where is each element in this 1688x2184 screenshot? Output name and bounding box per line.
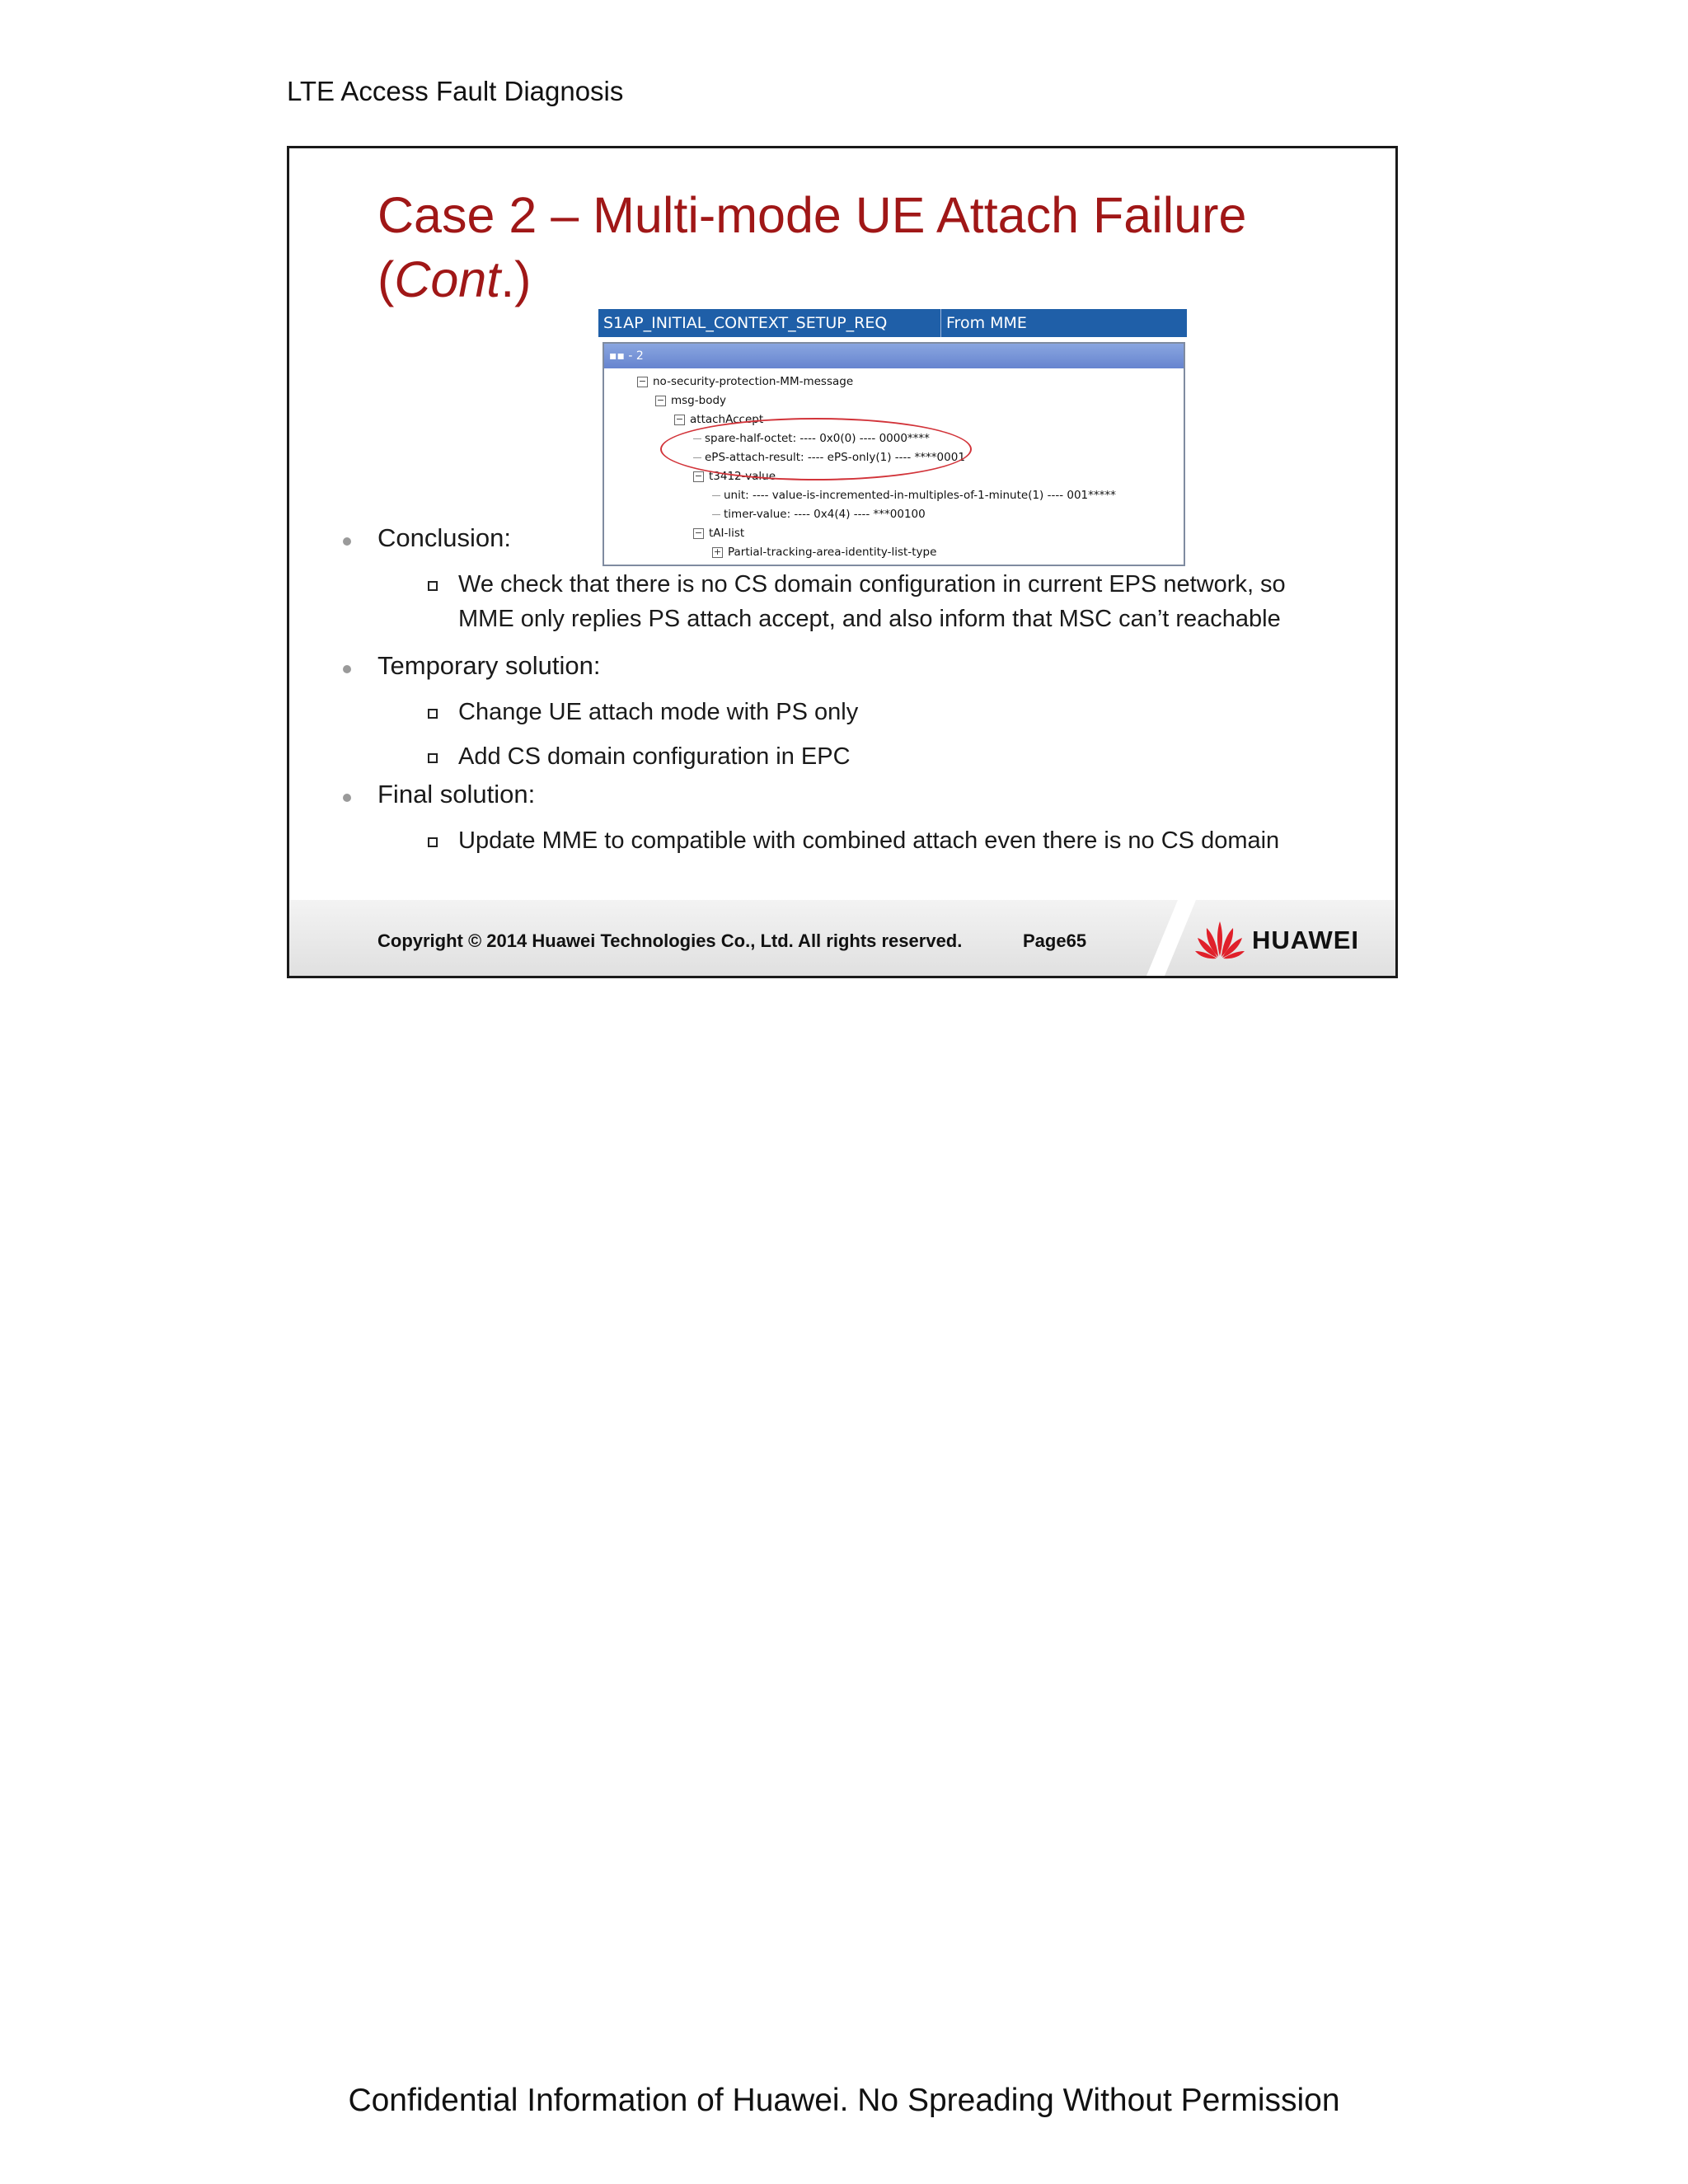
page-number: Page65 xyxy=(1023,930,1087,951)
tree-node: − msg-body xyxy=(656,394,727,407)
tree-node: − tAI-list xyxy=(694,527,745,540)
tree-leaf: timer-value: ---- 0x4(4) ---- ***00100 xyxy=(712,508,926,521)
collapse-icon: − xyxy=(675,413,684,424)
slide-title-italic: Cont xyxy=(394,251,501,307)
expand-icon: + xyxy=(713,546,722,557)
huawei-logo xyxy=(1194,920,1376,961)
sub-bullet: Add CS domain configuration in EPC xyxy=(458,739,1324,774)
huawei-logo-text: HUAWEI xyxy=(1252,926,1359,954)
collapse-icon: − xyxy=(656,394,665,405)
slide-title-main: Case 2 – Multi-mode UE Attach Failure xyxy=(377,187,1247,243)
sub-bullet: We check that there is no CS domain configuration in current EPS network, so MME only replies PS attach accept, and also inform that MSC can’t reachable xyxy=(458,567,1324,636)
square-bullet-icon xyxy=(428,709,438,719)
slide-title-open: ( xyxy=(377,251,395,307)
trace-message-name: S1AP_INITIAL_CONTEXT_SETUP_REQ xyxy=(603,314,888,332)
tree-leaf: unit: ---- value-is-incremented-in-multiples-of-1-minute(1) ---- 001***** xyxy=(712,489,1116,502)
bullet-final-solution: Final solution: xyxy=(377,780,536,808)
tree-leaf: spare-half-octet: ---- 0x0(0) ---- 0000**** xyxy=(693,432,930,445)
confidential-notice: Confidential Information of Huawei. No Spreading Without Permission xyxy=(348,2083,1340,2118)
collapse-icon: − xyxy=(638,375,647,387)
collapse-icon: − xyxy=(694,470,703,481)
trace-tree-header: ▪▪ - 2 xyxy=(604,344,1184,368)
document-header: LTE Access Fault Diagnosis xyxy=(287,76,624,106)
tree-node: − no-security-protection-MM-message xyxy=(638,375,854,388)
tree-node: − t3412-value xyxy=(694,470,776,483)
slide-bullets xyxy=(289,148,1394,854)
square-bullet-icon xyxy=(428,753,438,763)
sub-bullet: Update MME to compatible with combined attach even there is no CS domain xyxy=(458,823,1324,858)
square-bullet-icon xyxy=(428,581,438,591)
trace-direction: From MME xyxy=(940,309,1027,337)
copyright-text: Copyright © 2014 Huawei Technologies Co., Ltd. All rights reserved. xyxy=(377,930,963,951)
tree-node: − attachAccept xyxy=(675,413,764,426)
footer-divider-icon xyxy=(1146,900,1196,976)
slide-footer xyxy=(289,900,1395,976)
bullet-temporary-solution: Temporary solution: xyxy=(377,651,601,680)
bullet-conclusion: Conclusion: xyxy=(377,523,511,552)
square-bullet-icon xyxy=(428,837,438,847)
tree-leaf: ePS-attach-result: ---- ePS-only(1) ---- ****0001 xyxy=(693,451,965,464)
sub-bullet: Change UE attach mode with PS only xyxy=(458,695,1324,729)
collapse-icon: − xyxy=(694,527,703,538)
tree-node: + Partial-tracking-area-identity-list-type xyxy=(713,546,937,559)
huawei-petal-icon xyxy=(1194,920,1245,961)
slide-title-close: .) xyxy=(500,251,532,307)
slide xyxy=(287,146,1398,978)
